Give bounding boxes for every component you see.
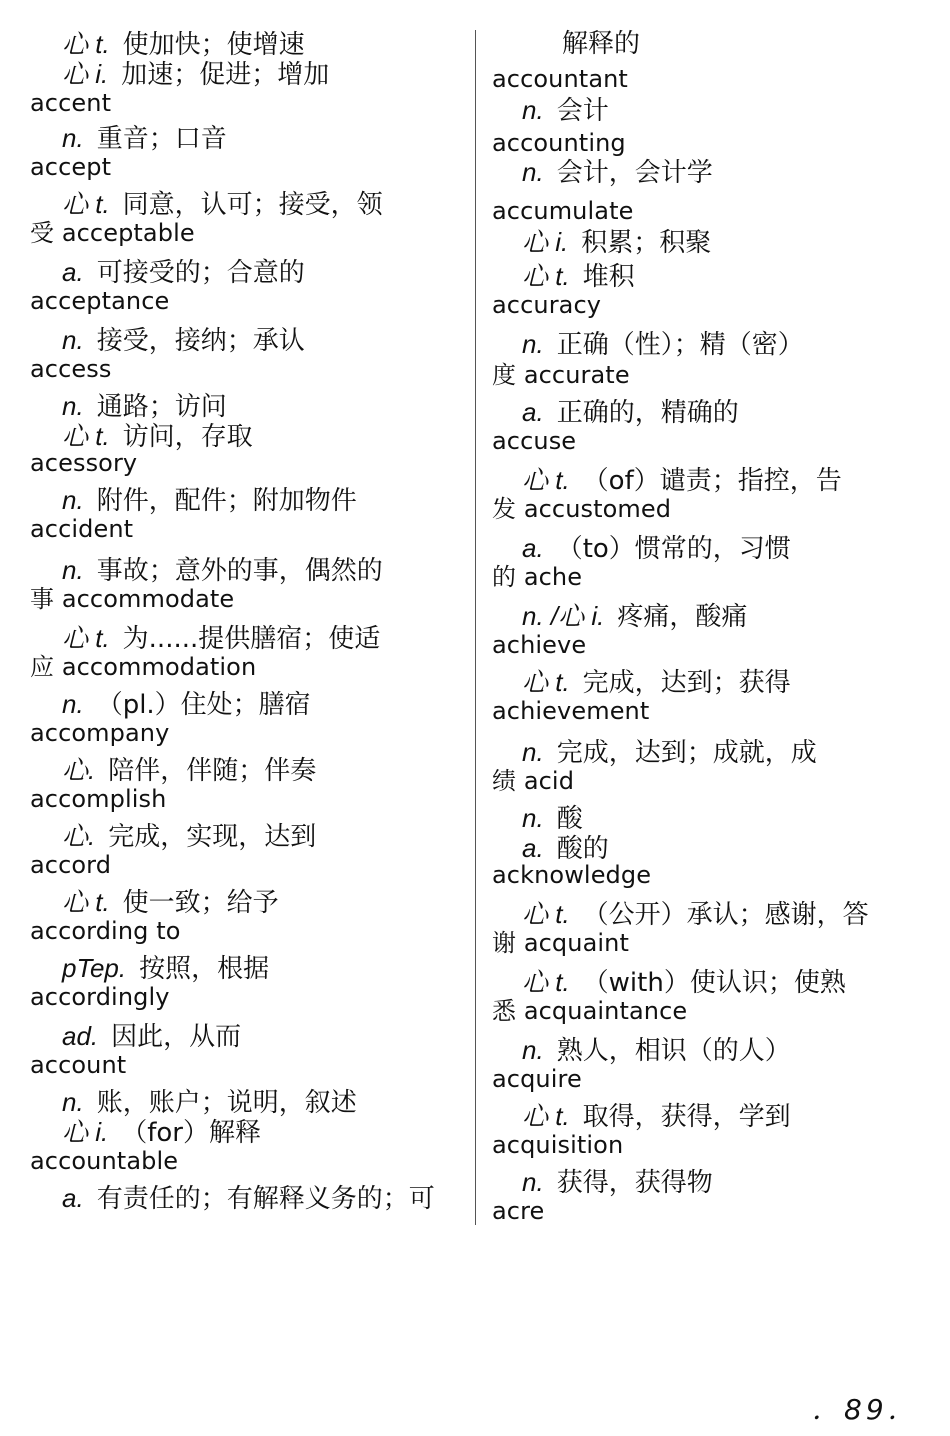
definition-text: 使加快；使增速 xyxy=(122,30,305,60)
part-of-speech: n. xyxy=(62,123,84,153)
definition-text: 完成，实现，达到 xyxy=(108,822,317,852)
headword-line: 绩 acid xyxy=(492,767,575,795)
definition-line xyxy=(62,820,316,853)
headword-line: accountant xyxy=(492,65,628,93)
definition-line xyxy=(62,952,269,985)
part-of-speech: n. xyxy=(62,485,84,515)
headword-line: 发 accustomed xyxy=(492,495,672,523)
definition-text: （with）使认识；使熟 xyxy=(582,968,846,998)
headword-line: accounting xyxy=(492,129,626,157)
part-of-speech: a. xyxy=(522,397,544,427)
definition-text: 按照，根据 xyxy=(139,954,270,984)
definition-text: 加速；促进；增加 xyxy=(121,60,330,90)
definition-line xyxy=(522,156,713,189)
definition-line xyxy=(522,328,804,361)
part-of-speech: 心 i. xyxy=(522,227,569,257)
part-of-speech: 心 t. xyxy=(62,887,110,917)
definition-text: 通路；访问 xyxy=(96,392,227,422)
definition-line xyxy=(522,464,842,497)
headword-line: accident xyxy=(30,515,134,543)
definition-line xyxy=(62,484,357,517)
headword-line: 事 accommodate xyxy=(30,585,235,613)
definition-line xyxy=(522,1034,791,1067)
definition-text: （to）惯常的，习惯 xyxy=(556,534,791,564)
definition-line xyxy=(62,886,279,919)
headword-line: accompany xyxy=(30,719,170,747)
headword-line: achievement xyxy=(492,697,650,725)
part-of-speech: pTep. xyxy=(62,953,127,983)
headword-line: access xyxy=(30,355,112,383)
part-of-speech: n. xyxy=(522,803,544,833)
part-of-speech: 心 t. xyxy=(522,1101,570,1131)
definition-text: 熟人，相识（的人） xyxy=(556,1036,791,1066)
part-of-speech: n. xyxy=(522,95,544,125)
definition-text: 积累；积聚 xyxy=(581,228,712,258)
headword-line: 悉 acquaintance xyxy=(492,997,688,1025)
part-of-speech: n. xyxy=(522,737,544,767)
definition-text: 使一致；给予 xyxy=(122,888,279,918)
headword-line: accuse xyxy=(492,427,577,455)
headword-line: accent xyxy=(30,89,112,117)
definition-text: 因此，从而 xyxy=(111,1022,242,1052)
part-of-speech: 心. xyxy=(62,755,96,785)
headword-line: according to xyxy=(30,917,181,945)
part-of-speech: n. /心 i. xyxy=(522,601,605,631)
definition-line xyxy=(522,736,817,769)
definition-line xyxy=(62,554,383,587)
definition-text: 重音；口音 xyxy=(96,124,227,154)
headword-line: accountable xyxy=(30,1147,179,1175)
definition-line xyxy=(522,966,846,999)
column-divider xyxy=(475,30,476,1225)
definition-line xyxy=(522,898,869,931)
part-of-speech: 心 t. xyxy=(522,967,570,997)
definition-line xyxy=(522,600,747,633)
part-of-speech: a. xyxy=(62,1183,84,1213)
part-of-speech: ad. xyxy=(62,1021,99,1051)
part-of-speech: n. xyxy=(522,329,544,359)
definition-line xyxy=(562,28,640,60)
definition-text: 解释的 xyxy=(562,29,641,59)
headword-line: acre xyxy=(492,1197,545,1225)
headword-line: account xyxy=(30,1051,127,1079)
definition-line xyxy=(522,94,609,127)
headword-line: acknowledge xyxy=(492,861,652,889)
part-of-speech: 心 i. xyxy=(62,59,109,89)
part-of-speech: a. xyxy=(522,533,544,563)
definition-text: 堆积 xyxy=(582,262,635,292)
headword-line: accordingly xyxy=(30,983,170,1011)
definition-line xyxy=(62,1020,241,1053)
definition-text: （for）解释 xyxy=(121,1118,261,1148)
definition-line xyxy=(62,1182,435,1215)
part-of-speech: n. xyxy=(522,157,544,187)
part-of-speech: 心 t. xyxy=(522,465,570,495)
part-of-speech: 心 i. xyxy=(62,1117,109,1147)
definition-text: 接受，接纳；承认 xyxy=(96,326,305,356)
definition-line xyxy=(62,58,329,91)
definition-line xyxy=(522,532,791,565)
part-of-speech: 心 t. xyxy=(62,189,110,219)
part-of-speech: n. xyxy=(62,391,84,421)
definition-text: 获得，获得物 xyxy=(556,1168,713,1198)
headword-line: acessory xyxy=(30,449,138,477)
definition-text: 同意，认可；接受，领 xyxy=(122,190,383,220)
definition-line xyxy=(62,28,305,61)
definition-line xyxy=(62,390,227,423)
part-of-speech: 心 t. xyxy=(62,29,110,59)
part-of-speech: n. xyxy=(62,689,84,719)
definition-text: 为......提供膳宿；使适 xyxy=(122,624,381,654)
part-of-speech: 心 t. xyxy=(522,667,570,697)
part-of-speech: n. xyxy=(62,555,84,585)
definition-line xyxy=(522,1166,713,1199)
definition-text: 陪伴，伴随；伴奏 xyxy=(108,756,317,786)
definition-text: （公开）承认；感谢，答 xyxy=(582,900,869,930)
headword-line: acceptance xyxy=(30,287,170,315)
headword-line: acquire xyxy=(492,1065,582,1093)
part-of-speech: n. xyxy=(522,1167,544,1197)
headword-line: 应 accommodation xyxy=(30,653,257,681)
definition-line xyxy=(522,226,711,259)
part-of-speech: n. xyxy=(522,1035,544,1065)
part-of-speech: 心 t. xyxy=(62,623,110,653)
part-of-speech: a. xyxy=(522,833,544,863)
headword-line: 的 ache xyxy=(492,563,583,591)
headword-line: accuracy xyxy=(492,291,602,319)
part-of-speech: a. xyxy=(62,257,84,287)
definition-line xyxy=(62,1086,357,1119)
part-of-speech: 心 t. xyxy=(522,899,570,929)
headword-line: 度 accurate xyxy=(492,361,630,389)
headword-line: 谢 acquaint xyxy=(492,929,629,957)
definition-text: 访问，存取 xyxy=(122,422,253,452)
definition-line xyxy=(62,754,316,787)
definition-text: （pl.）住处；膳宿 xyxy=(96,690,311,720)
headword-line: accumulate xyxy=(492,197,634,225)
headword-line: achieve xyxy=(492,631,587,659)
headword-line: accomplish xyxy=(30,785,167,813)
definition-text: 疼痛，酸痛 xyxy=(617,602,748,632)
definition-line xyxy=(62,256,305,289)
definition-text: 附件，配件；附加物件 xyxy=(96,486,357,516)
definition-text: 正确的，精确的 xyxy=(556,398,739,428)
definition-text: 账，账户；说明，叙述 xyxy=(96,1088,357,1118)
definition-line xyxy=(62,122,227,155)
definition-line xyxy=(522,396,739,429)
definition-line xyxy=(522,802,583,835)
definition-text: 有责任的；有解释义务的；可 xyxy=(96,1184,435,1214)
definition-line xyxy=(62,1116,261,1149)
definition-text: 正确（性）；精（密） xyxy=(556,330,804,360)
part-of-speech: 心 t. xyxy=(522,261,570,291)
definition-text: 取得，获得，学到 xyxy=(582,1102,791,1132)
headword-line: acquisition xyxy=(492,1131,624,1159)
definition-line xyxy=(62,688,311,721)
definition-text: （of）谴责；指控，告 xyxy=(582,466,842,496)
definition-line xyxy=(62,324,305,357)
part-of-speech: n. xyxy=(62,325,84,355)
definition-text: 完成，达到；获得 xyxy=(582,668,791,698)
definition-text: 会计，会计学 xyxy=(556,158,713,188)
definition-line xyxy=(522,666,791,699)
definition-text: 事故；意外的事，偶然的 xyxy=(96,556,383,586)
part-of-speech: 心 t. xyxy=(62,421,110,451)
headword-line: accept xyxy=(30,153,112,181)
definition-text: 酸的 xyxy=(556,834,609,864)
definition-line xyxy=(522,1100,791,1133)
part-of-speech: 心. xyxy=(62,821,96,851)
definition-text: 可接受的；合意的 xyxy=(96,258,305,288)
headword-line: accord xyxy=(30,851,112,879)
definition-text: 会计 xyxy=(556,96,609,126)
page-number: ．89． xyxy=(812,1393,920,1426)
definition-line xyxy=(522,260,635,293)
definition-text: 完成，达到；成就，成 xyxy=(556,738,817,768)
headword-line: 受 acceptable xyxy=(30,219,195,247)
definition-line xyxy=(62,622,380,655)
definition-text: 酸 xyxy=(556,804,583,834)
part-of-speech: n. xyxy=(62,1087,84,1117)
definition-line xyxy=(62,188,383,221)
